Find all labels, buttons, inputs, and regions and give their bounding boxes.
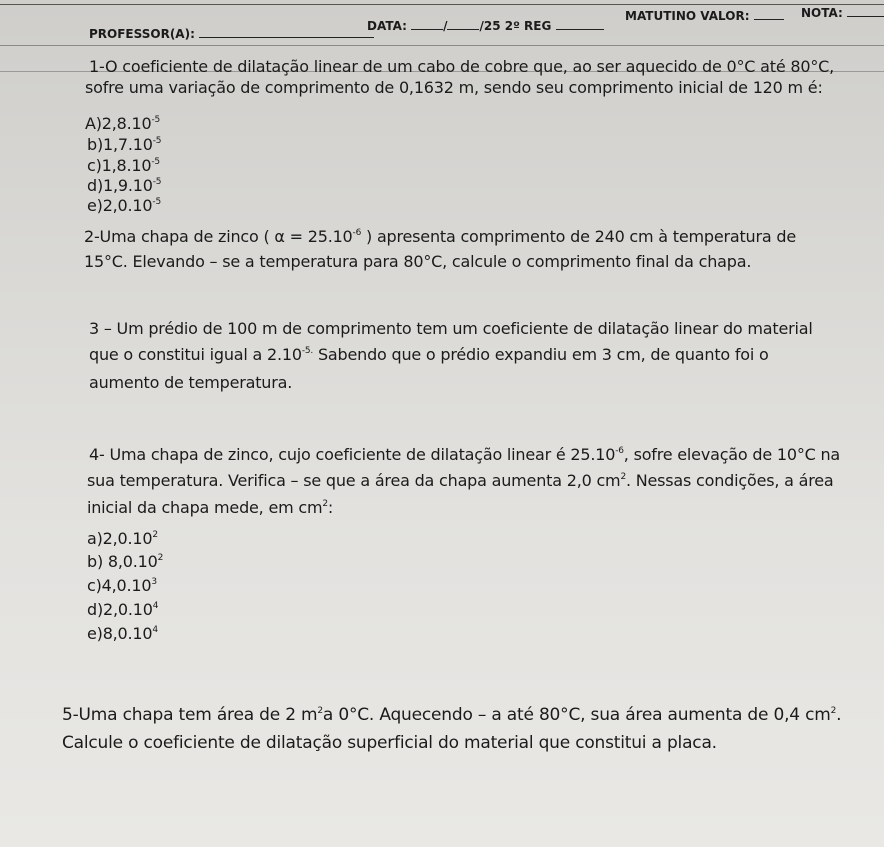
q3-line-3: aumento de temperatura. bbox=[89, 373, 293, 392]
date-label: DATA: bbox=[367, 19, 407, 33]
q4-text-e: . Nessas condições, a área bbox=[625, 471, 834, 490]
q4-text-b: , sofre elevação de bbox=[623, 445, 777, 464]
q5-line-1 bbox=[62, 705, 841, 725]
date-day-blank bbox=[411, 29, 443, 30]
option-prefix: e) bbox=[87, 196, 103, 215]
professor-blank bbox=[199, 37, 374, 38]
q4-coef: 25.10 bbox=[570, 445, 616, 464]
q4-text-g: : bbox=[327, 498, 334, 517]
q5-text-d: , sua área aumenta de bbox=[580, 705, 774, 725]
q1-option-a[interactable] bbox=[85, 114, 160, 133]
option-prefix: c) bbox=[87, 576, 102, 595]
q1-line-1 bbox=[89, 57, 834, 76]
q5-delta: 0,4 cm bbox=[773, 705, 831, 725]
option-exponent: -5 bbox=[152, 136, 162, 146]
option-base: 2,0.10 bbox=[102, 529, 153, 548]
q4-text-c: na bbox=[815, 445, 841, 464]
q5-area-exponent: 2 bbox=[317, 706, 323, 716]
q5-text-e: . bbox=[836, 705, 842, 725]
q1-option-e[interactable] bbox=[87, 196, 161, 215]
date-separator: / bbox=[443, 19, 448, 33]
q3-line-2 bbox=[89, 345, 769, 364]
option-prefix: b) bbox=[87, 135, 103, 154]
q4-line-3 bbox=[87, 498, 333, 517]
option-base: 8,0.10 bbox=[102, 624, 153, 643]
q1-option-b[interactable] bbox=[87, 135, 161, 154]
option-prefix: b) bbox=[87, 552, 108, 571]
q3-coef-exponent: -5. bbox=[301, 346, 314, 356]
option-exponent: -5 bbox=[152, 177, 162, 187]
q5-text-c: . Aquecendo – a até bbox=[368, 705, 539, 725]
q5-delta-exponent: 2 bbox=[830, 706, 837, 716]
header-divider bbox=[0, 45, 884, 46]
q4-option-c[interactable] bbox=[87, 576, 157, 595]
professor-label: PROFESSOR(A): bbox=[89, 27, 195, 41]
q3-line-1: 3 – Um prédio de 100 m de comprimento tem um coeficiente de dilatação linear do material bbox=[89, 319, 813, 338]
q4-option-e[interactable] bbox=[87, 624, 158, 643]
date-field bbox=[367, 19, 604, 33]
q3-text-b: Sabendo que o prédio expandiu em 3 cm, de quanto foi o bbox=[313, 345, 769, 364]
nota-field bbox=[801, 6, 884, 20]
option-prefix: a) bbox=[87, 529, 103, 548]
option-base: 1,8.10 bbox=[101, 156, 152, 175]
q4-area-exponent: 2 bbox=[620, 472, 626, 482]
q5-text-b: a bbox=[322, 705, 339, 725]
q4-temp: 10°C bbox=[776, 445, 816, 464]
nota-label: NOTA: bbox=[801, 6, 843, 20]
q5-temp-1: 0°C bbox=[338, 705, 369, 725]
q1-line-2: sofre uma variação de comprimento de 0,1632 m, sendo seu comprimento inicial de 120 m é: bbox=[85, 78, 823, 97]
date-year: /25 bbox=[479, 19, 501, 33]
q5-text-a: 5-Uma chapa tem área de bbox=[62, 705, 286, 725]
q3-coef: 2.10 bbox=[267, 345, 302, 364]
q2-alpha-exponent: -6 bbox=[352, 228, 362, 238]
reg-blank bbox=[556, 29, 604, 30]
q2-temp-1: 15°C bbox=[84, 252, 123, 271]
option-exponent: 3 bbox=[151, 577, 157, 587]
q1-option-d[interactable] bbox=[87, 176, 161, 195]
q4-option-b[interactable] bbox=[87, 552, 163, 571]
q2-text-c: . Elevando – se a temperatura para bbox=[122, 252, 404, 271]
q4-unit-exponent: 2 bbox=[322, 499, 328, 509]
option-exponent: 2 bbox=[152, 530, 158, 540]
q1-temp-to: 80°C, bbox=[790, 57, 835, 76]
q4-coef-exponent: -6 bbox=[615, 446, 624, 456]
q2-temp-2: 80°C bbox=[403, 252, 443, 271]
q4-option-a[interactable] bbox=[87, 529, 158, 548]
option-base: 2,0.10 bbox=[102, 196, 153, 215]
option-base: 1,7.10 bbox=[103, 135, 153, 154]
option-base: 2,0.10 bbox=[103, 600, 153, 619]
option-prefix: e) bbox=[87, 624, 103, 643]
option-base: 8,0.10 bbox=[107, 552, 158, 571]
q1-text-a: 1-O coeficiente de dilatação linear de um cabo de cobre que, ao ser aquecido de bbox=[89, 57, 727, 76]
q5-temp-2: 80°C bbox=[538, 705, 581, 725]
option-prefix: d) bbox=[87, 600, 103, 619]
date-month-blank bbox=[447, 29, 479, 30]
option-base: 4,0.10 bbox=[101, 576, 152, 595]
q1-temp-from: 0°C bbox=[726, 57, 756, 76]
q5-area: 2 m bbox=[285, 705, 318, 725]
option-base: 1,9.10 bbox=[103, 176, 153, 195]
option-exponent: -5 bbox=[152, 197, 161, 207]
q4-text-d: sua temperatura. Verifica – se que a área da chapa aumenta bbox=[87, 471, 567, 490]
q5-line-2: Calcule o coeficiente de dilatação superficial do material que constitui a placa. bbox=[62, 733, 717, 753]
q2-text-a: 2-Uma chapa de zinco ( bbox=[84, 227, 275, 246]
q2-text-b: ) apresenta comprimento de 240 cm à temperatura de bbox=[361, 227, 796, 246]
q4-line-1 bbox=[89, 445, 840, 464]
q4-text-f: inicial da chapa mede, em bbox=[87, 498, 299, 517]
q2-line-1 bbox=[84, 227, 796, 246]
valor-field bbox=[625, 9, 784, 23]
q4-line-2 bbox=[87, 471, 834, 490]
option-prefix: d) bbox=[87, 176, 103, 195]
option-exponent: -5 bbox=[151, 115, 161, 125]
q4-option-d[interactable] bbox=[87, 600, 158, 619]
top-cut-line bbox=[0, 4, 884, 5]
option-exponent: 2 bbox=[157, 553, 164, 563]
nota-blank bbox=[847, 16, 884, 17]
valor-blank bbox=[754, 19, 784, 20]
q4-text-a: 4- Uma chapa de zinco, cujo coeficiente de dilatação linear é bbox=[89, 445, 571, 464]
q1-text-b: até bbox=[755, 57, 791, 76]
option-exponent: -5 bbox=[151, 157, 160, 167]
valor-label: MATUTINO VALOR: bbox=[625, 9, 750, 23]
professor-field bbox=[89, 27, 374, 41]
option-exponent: 4 bbox=[152, 601, 159, 611]
option-prefix: A) bbox=[85, 114, 102, 133]
q2-line-2 bbox=[84, 252, 751, 271]
q2-alpha: α = 25.10 bbox=[274, 227, 353, 246]
q1-option-c[interactable] bbox=[87, 156, 160, 175]
option-prefix: c) bbox=[87, 156, 102, 175]
q4-area: 2,0 cm bbox=[566, 471, 621, 490]
q2-text-d: , calcule o comprimento final da chapa. bbox=[442, 252, 752, 271]
option-exponent: 4 bbox=[152, 625, 158, 635]
reg-label: 2º REG bbox=[504, 19, 552, 33]
q3-text-a: que o constitui igual a bbox=[89, 345, 267, 364]
q4-unit: cm bbox=[298, 498, 323, 517]
option-base: 2,8.10 bbox=[101, 114, 152, 133]
